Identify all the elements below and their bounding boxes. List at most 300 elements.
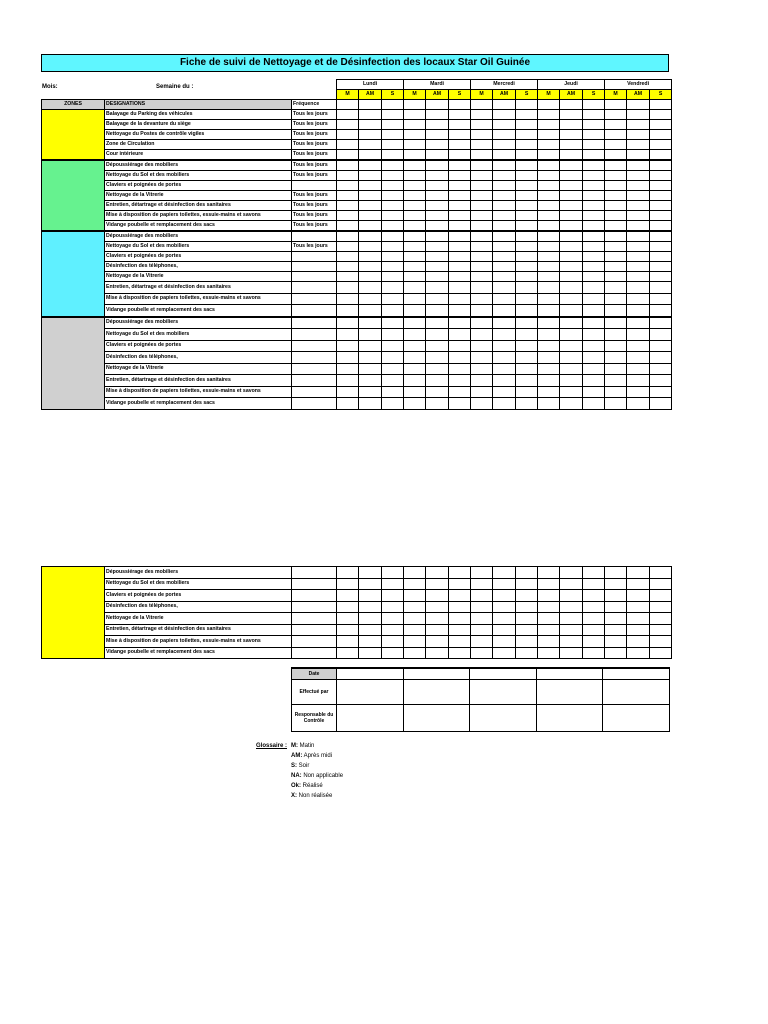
check-cell[interactable] <box>359 375 382 387</box>
check-cell[interactable] <box>449 567 471 579</box>
check-cell[interactable] <box>493 150 516 161</box>
check-cell[interactable] <box>538 567 560 579</box>
check-cell[interactable] <box>538 590 560 602</box>
check-cell[interactable] <box>538 375 560 387</box>
check-cell[interactable] <box>650 305 672 317</box>
check-cell[interactable] <box>471 171 493 181</box>
check-cell[interactable] <box>560 317 583 329</box>
check-cell[interactable] <box>382 282 404 294</box>
check-cell[interactable] <box>493 624 516 636</box>
check-cell[interactable] <box>382 363 404 375</box>
check-cell[interactable] <box>516 340 538 352</box>
check-cell[interactable] <box>426 590 449 602</box>
check-cell[interactable] <box>337 110 359 120</box>
check-cell[interactable] <box>449 181 471 191</box>
check-cell[interactable] <box>359 160 382 171</box>
check-cell[interactable] <box>493 221 516 232</box>
check-cell[interactable] <box>337 398 359 410</box>
check-cell[interactable] <box>605 272 627 282</box>
check-cell[interactable] <box>449 110 471 120</box>
check-cell[interactable] <box>426 140 449 150</box>
check-cell[interactable] <box>449 601 471 613</box>
check-cell[interactable] <box>337 201 359 211</box>
check-cell[interactable] <box>605 282 627 294</box>
check-cell[interactable] <box>449 317 471 329</box>
check-cell[interactable] <box>493 305 516 317</box>
check-cell[interactable] <box>449 578 471 590</box>
check-cell[interactable] <box>404 340 426 352</box>
check-cell[interactable] <box>359 231 382 242</box>
check-cell[interactable] <box>337 590 359 602</box>
check-cell[interactable] <box>516 140 538 150</box>
check-cell[interactable] <box>583 578 605 590</box>
check-cell[interactable] <box>337 171 359 181</box>
check-cell[interactable] <box>404 363 426 375</box>
check-cell[interactable] <box>404 329 426 341</box>
check-cell[interactable] <box>538 305 560 317</box>
check-cell[interactable] <box>337 181 359 191</box>
check-cell[interactable] <box>605 624 627 636</box>
check-cell[interactable] <box>583 398 605 410</box>
check-cell[interactable] <box>650 578 672 590</box>
check-cell[interactable] <box>359 171 382 181</box>
check-cell[interactable] <box>538 272 560 282</box>
check-cell[interactable] <box>359 636 382 648</box>
check-cell[interactable] <box>382 329 404 341</box>
check-cell[interactable] <box>583 624 605 636</box>
check-cell[interactable] <box>337 624 359 636</box>
check-cell[interactable] <box>337 191 359 201</box>
control-cell[interactable] <box>537 705 603 732</box>
check-cell[interactable] <box>359 201 382 211</box>
check-cell[interactable] <box>538 601 560 613</box>
check-cell[interactable] <box>583 317 605 329</box>
check-cell[interactable] <box>359 272 382 282</box>
check-cell[interactable] <box>493 340 516 352</box>
check-cell[interactable] <box>404 120 426 130</box>
check-cell[interactable] <box>337 636 359 648</box>
check-cell[interactable] <box>627 386 650 398</box>
check-cell[interactable] <box>650 363 672 375</box>
check-cell[interactable] <box>650 398 672 410</box>
check-cell[interactable] <box>516 624 538 636</box>
check-cell[interactable] <box>449 262 471 272</box>
check-cell[interactable] <box>560 171 583 181</box>
check-cell[interactable] <box>650 221 672 232</box>
check-cell[interactable] <box>538 150 560 161</box>
empty-cell[interactable] <box>337 100 359 110</box>
control-cell[interactable] <box>470 680 537 705</box>
check-cell[interactable] <box>538 262 560 272</box>
check-cell[interactable] <box>471 340 493 352</box>
check-cell[interactable] <box>560 181 583 191</box>
check-cell[interactable] <box>516 636 538 648</box>
check-cell[interactable] <box>583 272 605 282</box>
check-cell[interactable] <box>493 601 516 613</box>
check-cell[interactable] <box>605 211 627 221</box>
check-cell[interactable] <box>449 352 471 364</box>
check-cell[interactable] <box>583 340 605 352</box>
check-cell[interactable] <box>337 375 359 387</box>
check-cell[interactable] <box>471 252 493 262</box>
check-cell[interactable] <box>359 211 382 221</box>
check-cell[interactable] <box>627 590 650 602</box>
check-cell[interactable] <box>359 352 382 364</box>
check-cell[interactable] <box>359 590 382 602</box>
check-cell[interactable] <box>493 647 516 659</box>
check-cell[interactable] <box>426 647 449 659</box>
check-cell[interactable] <box>650 317 672 329</box>
check-cell[interactable] <box>493 282 516 294</box>
check-cell[interactable] <box>583 201 605 211</box>
check-cell[interactable] <box>560 211 583 221</box>
check-cell[interactable] <box>583 363 605 375</box>
check-cell[interactable] <box>627 363 650 375</box>
check-cell[interactable] <box>627 293 650 305</box>
check-cell[interactable] <box>449 375 471 387</box>
check-cell[interactable] <box>650 120 672 130</box>
check-cell[interactable] <box>516 171 538 181</box>
check-cell[interactable] <box>471 398 493 410</box>
check-cell[interactable] <box>382 221 404 232</box>
check-cell[interactable] <box>359 242 382 252</box>
check-cell[interactable] <box>471 578 493 590</box>
check-cell[interactable] <box>359 130 382 140</box>
check-cell[interactable] <box>449 231 471 242</box>
check-cell[interactable] <box>627 150 650 161</box>
check-cell[interactable] <box>426 221 449 232</box>
check-cell[interactable] <box>560 130 583 140</box>
check-cell[interactable] <box>493 191 516 201</box>
check-cell[interactable] <box>471 363 493 375</box>
check-cell[interactable] <box>471 624 493 636</box>
check-cell[interactable] <box>471 352 493 364</box>
check-cell[interactable] <box>426 231 449 242</box>
check-cell[interactable] <box>404 398 426 410</box>
check-cell[interactable] <box>404 110 426 120</box>
check-cell[interactable] <box>650 567 672 579</box>
check-cell[interactable] <box>471 375 493 387</box>
check-cell[interactable] <box>605 329 627 341</box>
check-cell[interactable] <box>583 252 605 262</box>
check-cell[interactable] <box>560 375 583 387</box>
check-cell[interactable] <box>560 363 583 375</box>
check-cell[interactable] <box>627 221 650 232</box>
check-cell[interactable] <box>471 567 493 579</box>
check-cell[interactable] <box>605 160 627 171</box>
check-cell[interactable] <box>471 272 493 282</box>
check-cell[interactable] <box>404 567 426 579</box>
check-cell[interactable] <box>426 242 449 252</box>
check-cell[interactable] <box>404 231 426 242</box>
check-cell[interactable] <box>516 398 538 410</box>
check-cell[interactable] <box>538 120 560 130</box>
check-cell[interactable] <box>337 329 359 341</box>
check-cell[interactable] <box>471 317 493 329</box>
check-cell[interactable] <box>538 221 560 232</box>
control-cell[interactable] <box>404 705 470 732</box>
check-cell[interactable] <box>426 293 449 305</box>
check-cell[interactable] <box>426 262 449 272</box>
check-cell[interactable] <box>449 120 471 130</box>
check-cell[interactable] <box>650 130 672 140</box>
check-cell[interactable] <box>449 647 471 659</box>
check-cell[interactable] <box>650 160 672 171</box>
check-cell[interactable] <box>493 398 516 410</box>
check-cell[interactable] <box>538 386 560 398</box>
check-cell[interactable] <box>471 181 493 191</box>
check-cell[interactable] <box>538 340 560 352</box>
check-cell[interactable] <box>650 647 672 659</box>
check-cell[interactable] <box>359 305 382 317</box>
check-cell[interactable] <box>605 305 627 317</box>
check-cell[interactable] <box>650 191 672 201</box>
check-cell[interactable] <box>449 613 471 625</box>
check-cell[interactable] <box>605 252 627 262</box>
check-cell[interactable] <box>627 130 650 140</box>
control-cell[interactable] <box>537 680 603 705</box>
check-cell[interactable] <box>583 590 605 602</box>
check-cell[interactable] <box>650 150 672 161</box>
check-cell[interactable] <box>471 590 493 602</box>
check-cell[interactable] <box>516 272 538 282</box>
check-cell[interactable] <box>516 160 538 171</box>
check-cell[interactable] <box>605 130 627 140</box>
check-cell[interactable] <box>359 262 382 272</box>
check-cell[interactable] <box>404 171 426 181</box>
check-cell[interactable] <box>471 282 493 294</box>
check-cell[interactable] <box>516 181 538 191</box>
check-cell[interactable] <box>404 647 426 659</box>
check-cell[interactable] <box>583 601 605 613</box>
control-cell[interactable] <box>470 668 537 680</box>
empty-cell[interactable] <box>627 100 650 110</box>
empty-cell[interactable] <box>650 100 672 110</box>
check-cell[interactable] <box>516 601 538 613</box>
check-cell[interactable] <box>426 567 449 579</box>
check-cell[interactable] <box>560 647 583 659</box>
check-cell[interactable] <box>449 252 471 262</box>
check-cell[interactable] <box>449 282 471 294</box>
check-cell[interactable] <box>627 329 650 341</box>
check-cell[interactable] <box>583 352 605 364</box>
check-cell[interactable] <box>449 160 471 171</box>
check-cell[interactable] <box>650 282 672 294</box>
check-cell[interactable] <box>382 293 404 305</box>
check-cell[interactable] <box>426 120 449 130</box>
check-cell[interactable] <box>583 211 605 221</box>
check-cell[interactable] <box>650 329 672 341</box>
check-cell[interactable] <box>493 252 516 262</box>
check-cell[interactable] <box>382 590 404 602</box>
check-cell[interactable] <box>404 221 426 232</box>
check-cell[interactable] <box>583 140 605 150</box>
check-cell[interactable] <box>404 386 426 398</box>
check-cell[interactable] <box>538 110 560 120</box>
check-cell[interactable] <box>538 140 560 150</box>
check-cell[interactable] <box>650 375 672 387</box>
check-cell[interactable] <box>337 386 359 398</box>
check-cell[interactable] <box>538 160 560 171</box>
check-cell[interactable] <box>493 636 516 648</box>
check-cell[interactable] <box>493 110 516 120</box>
check-cell[interactable] <box>627 636 650 648</box>
check-cell[interactable] <box>359 181 382 191</box>
check-cell[interactable] <box>382 386 404 398</box>
check-cell[interactable] <box>605 201 627 211</box>
check-cell[interactable] <box>426 211 449 221</box>
check-cell[interactable] <box>382 130 404 140</box>
check-cell[interactable] <box>449 150 471 161</box>
check-cell[interactable] <box>404 590 426 602</box>
control-cell[interactable] <box>603 680 670 705</box>
check-cell[interactable] <box>560 110 583 120</box>
check-cell[interactable] <box>627 613 650 625</box>
check-cell[interactable] <box>382 181 404 191</box>
check-cell[interactable] <box>538 171 560 181</box>
check-cell[interactable] <box>337 150 359 161</box>
check-cell[interactable] <box>560 352 583 364</box>
check-cell[interactable] <box>471 160 493 171</box>
check-cell[interactable] <box>493 242 516 252</box>
check-cell[interactable] <box>337 252 359 262</box>
check-cell[interactable] <box>382 317 404 329</box>
check-cell[interactable] <box>471 191 493 201</box>
check-cell[interactable] <box>605 171 627 181</box>
check-cell[interactable] <box>516 590 538 602</box>
check-cell[interactable] <box>449 140 471 150</box>
check-cell[interactable] <box>627 231 650 242</box>
check-cell[interactable] <box>605 181 627 191</box>
check-cell[interactable] <box>449 398 471 410</box>
check-cell[interactable] <box>583 636 605 648</box>
check-cell[interactable] <box>650 181 672 191</box>
check-cell[interactable] <box>516 110 538 120</box>
check-cell[interactable] <box>493 120 516 130</box>
check-cell[interactable] <box>583 293 605 305</box>
check-cell[interactable] <box>404 252 426 262</box>
empty-cell[interactable] <box>605 100 627 110</box>
check-cell[interactable] <box>538 352 560 364</box>
check-cell[interactable] <box>627 181 650 191</box>
check-cell[interactable] <box>426 181 449 191</box>
check-cell[interactable] <box>605 340 627 352</box>
check-cell[interactable] <box>650 242 672 252</box>
check-cell[interactable] <box>382 110 404 120</box>
control-cell[interactable] <box>337 680 404 705</box>
check-cell[interactable] <box>538 282 560 294</box>
check-cell[interactable] <box>516 262 538 272</box>
check-cell[interactable] <box>560 262 583 272</box>
check-cell[interactable] <box>426 160 449 171</box>
check-cell[interactable] <box>426 272 449 282</box>
check-cell[interactable] <box>560 398 583 410</box>
check-cell[interactable] <box>471 150 493 161</box>
check-cell[interactable] <box>426 636 449 648</box>
check-cell[interactable] <box>404 262 426 272</box>
check-cell[interactable] <box>449 211 471 221</box>
check-cell[interactable] <box>337 647 359 659</box>
check-cell[interactable] <box>627 120 650 130</box>
control-cell[interactable] <box>537 668 603 680</box>
check-cell[interactable] <box>404 624 426 636</box>
check-cell[interactable] <box>583 181 605 191</box>
check-cell[interactable] <box>493 578 516 590</box>
check-cell[interactable] <box>404 613 426 625</box>
check-cell[interactable] <box>337 140 359 150</box>
check-cell[interactable] <box>359 613 382 625</box>
check-cell[interactable] <box>627 171 650 181</box>
check-cell[interactable] <box>337 317 359 329</box>
check-cell[interactable] <box>471 120 493 130</box>
check-cell[interactable] <box>516 386 538 398</box>
check-cell[interactable] <box>337 282 359 294</box>
check-cell[interactable] <box>605 398 627 410</box>
check-cell[interactable] <box>449 171 471 181</box>
check-cell[interactable] <box>471 386 493 398</box>
check-cell[interactable] <box>605 191 627 201</box>
check-cell[interactable] <box>627 282 650 294</box>
check-cell[interactable] <box>650 352 672 364</box>
check-cell[interactable] <box>516 231 538 242</box>
check-cell[interactable] <box>605 317 627 329</box>
check-cell[interactable] <box>538 578 560 590</box>
check-cell[interactable] <box>538 293 560 305</box>
check-cell[interactable] <box>493 317 516 329</box>
check-cell[interactable] <box>650 636 672 648</box>
check-cell[interactable] <box>583 386 605 398</box>
check-cell[interactable] <box>493 140 516 150</box>
check-cell[interactable] <box>426 329 449 341</box>
check-cell[interactable] <box>493 567 516 579</box>
control-cell[interactable] <box>470 705 537 732</box>
check-cell[interactable] <box>605 375 627 387</box>
check-cell[interactable] <box>605 386 627 398</box>
check-cell[interactable] <box>560 221 583 232</box>
check-cell[interactable] <box>650 140 672 150</box>
check-cell[interactable] <box>493 211 516 221</box>
check-cell[interactable] <box>449 636 471 648</box>
check-cell[interactable] <box>426 398 449 410</box>
check-cell[interactable] <box>359 191 382 201</box>
check-cell[interactable] <box>426 110 449 120</box>
check-cell[interactable] <box>538 211 560 221</box>
check-cell[interactable] <box>516 282 538 294</box>
check-cell[interactable] <box>627 160 650 171</box>
check-cell[interactable] <box>516 317 538 329</box>
empty-cell[interactable] <box>516 100 538 110</box>
check-cell[interactable] <box>359 624 382 636</box>
check-cell[interactable] <box>449 363 471 375</box>
check-cell[interactable] <box>426 252 449 262</box>
check-cell[interactable] <box>493 160 516 171</box>
check-cell[interactable] <box>627 352 650 364</box>
check-cell[interactable] <box>538 317 560 329</box>
check-cell[interactable] <box>404 191 426 201</box>
check-cell[interactable] <box>516 252 538 262</box>
check-cell[interactable] <box>560 578 583 590</box>
check-cell[interactable] <box>538 613 560 625</box>
check-cell[interactable] <box>382 375 404 387</box>
check-cell[interactable] <box>404 305 426 317</box>
check-cell[interactable] <box>583 567 605 579</box>
check-cell[interactable] <box>516 305 538 317</box>
check-cell[interactable] <box>382 624 404 636</box>
check-cell[interactable] <box>337 567 359 579</box>
check-cell[interactable] <box>627 191 650 201</box>
check-cell[interactable] <box>426 171 449 181</box>
check-cell[interactable] <box>426 282 449 294</box>
